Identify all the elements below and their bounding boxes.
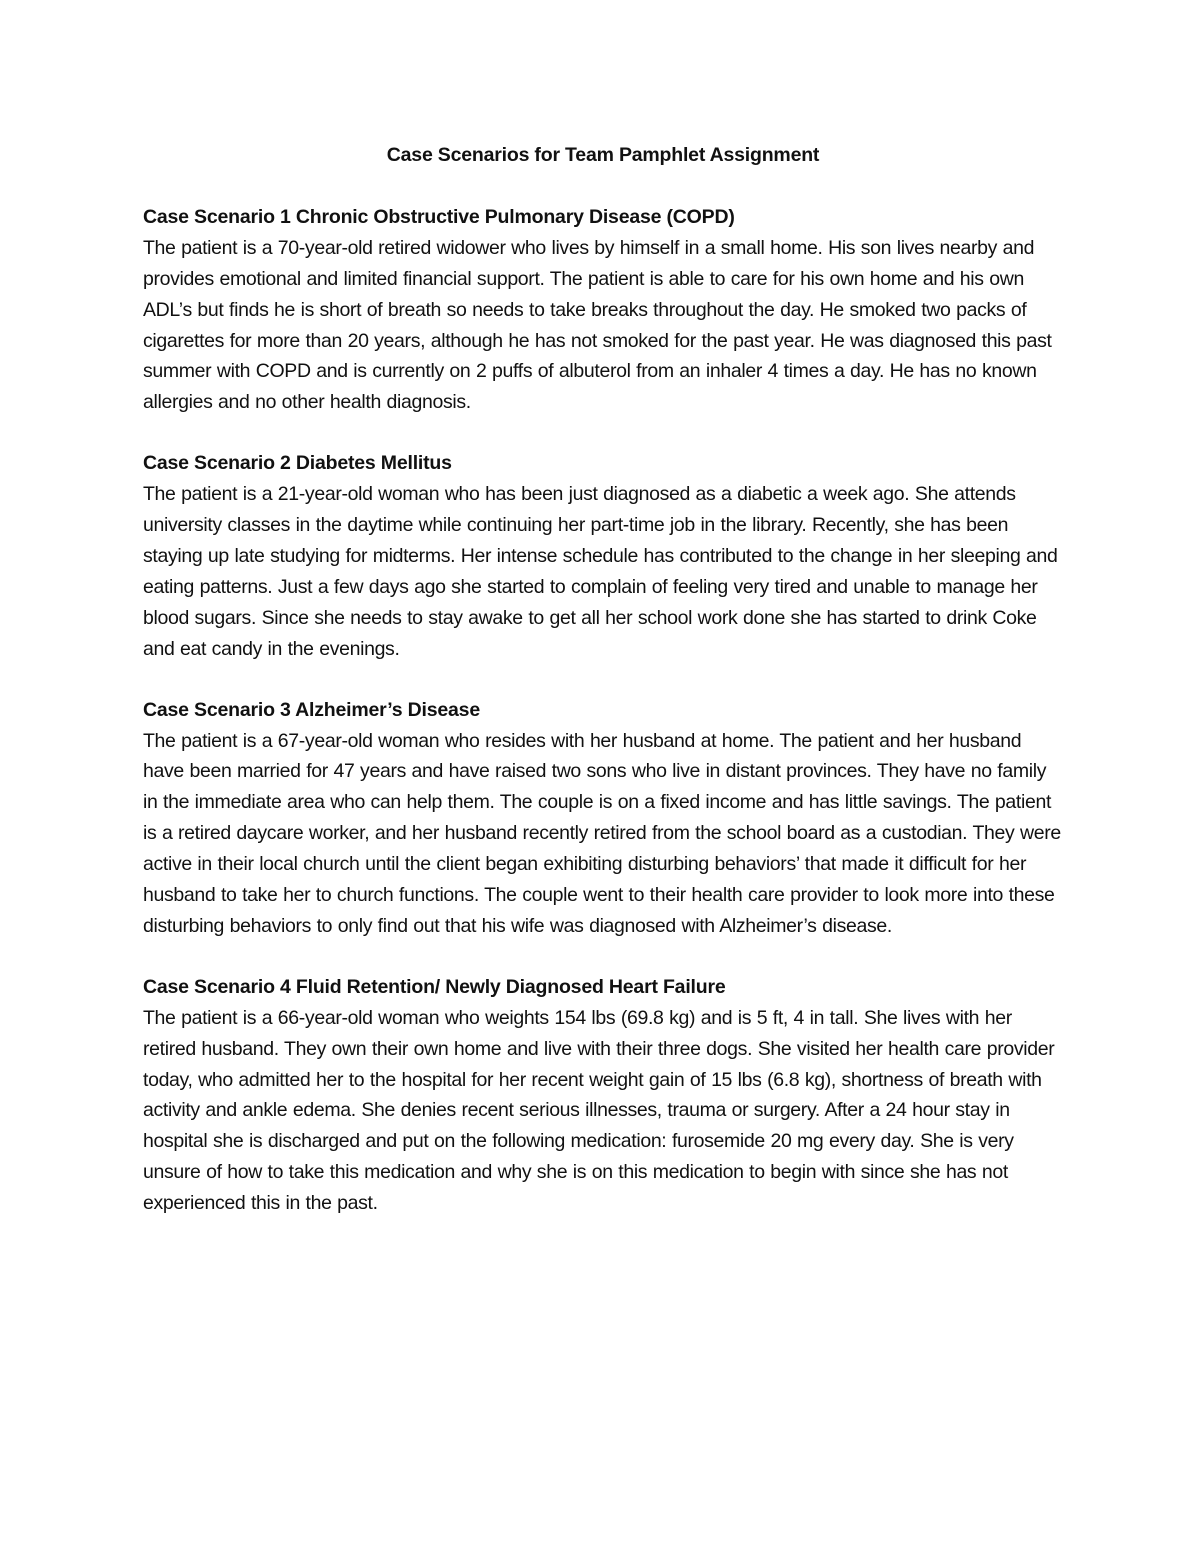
scenario-body: The patient is a 21-year-old woman who has been just diagnosed as a diabetic a week ago. She attends university classes in the daytime while continuing her part-time job in the library. Recently, she has been staying up late studying for midterms. Her intense schedule has contributed to the change in her sleeping and eating patterns. Just a few days ago she started to complain of feeling very tired and unable to manage her blood sugars. Since she needs to stay awake to get all her school work done she has started to drink Coke and eat candy in the evenings. [143, 483, 1058, 660]
scenario-heading: Case Scenario 4 Fluid Retention/ Newly Diagnosed Heart Failure [143, 975, 726, 998]
scenario-heading: Case Scenario 2 Diabetes Mellitus [143, 452, 452, 475]
scenario-body: The patient is a 66-year-old woman who weights 154 lbs (69.8 kg) and is 5 ft, 4 in tall. She lives with her retired husband. They own their own home and live with their three dogs. She visited her health care provider today, who admitted her to the hospital for her recent weight gain of 15 lbs (6.8 kg), shortness of breath with activity and ankle edema. She denies recent serious illnesses, trauma or surgery. After a 24 hour stay in hospital she is discharged and put on the following medication: furosemide 20 mg every day. She is very unsure of how to take this medication and why she is on this medication to begin with since she has not experienced this in the past. [143, 1006, 1055, 1215]
case-scenario-2 [143, 448, 1063, 664]
document-page [143, 140, 1063, 1249]
scenario-heading: Case Scenario 1 Chronic Obstructive Pulmonary Disease (COPD) [143, 205, 735, 228]
scenario-heading: Case Scenario 3 Alzheimer’s Disease [143, 698, 480, 721]
document-title: Case Scenarios for Team Pamphlet Assignment [386, 144, 820, 166]
scenario-body: The patient is a 70-year-old retired widower who lives by himself in a small home. His son lives nearby and provides emotional and limited financial support. The patient is able to care for his own home and his own ADL’s but finds he is short of breath so needs to take breaks throughout the day. He smoked two packs of cigarettes for more than 20 years, although he has not smoked for the past year. He was diagnosed this past summer with COPD and is currently on 2 puffs of albuterol from an inhaler 4 times a day. He has no known allergies and no other health diagnosis. [143, 236, 1052, 414]
case-scenario-3 [143, 695, 1063, 942]
case-scenario-4 [143, 972, 1063, 1219]
scenario-body: The patient is a 67-year-old woman who resides with her husband at home. The patient and her husband have been married for 47 years and have raised two sons who live in distant provinces. They have no family in the immediate area who can help them. The couple is on a fixed income and has little savings. The patient is a retired daycare worker, and her husband recently retired from the school board as a custodian. They were active in their local church until the client began exhibiting disturbing behaviors’ that made it difficult for her husband to take her to church functions. The couple went to their health care provider to look more into these disturbing behaviors to only find out that his wife was diagnosed with Alzheimer’s disease. [143, 729, 1061, 937]
case-scenario-1 [143, 202, 1063, 418]
